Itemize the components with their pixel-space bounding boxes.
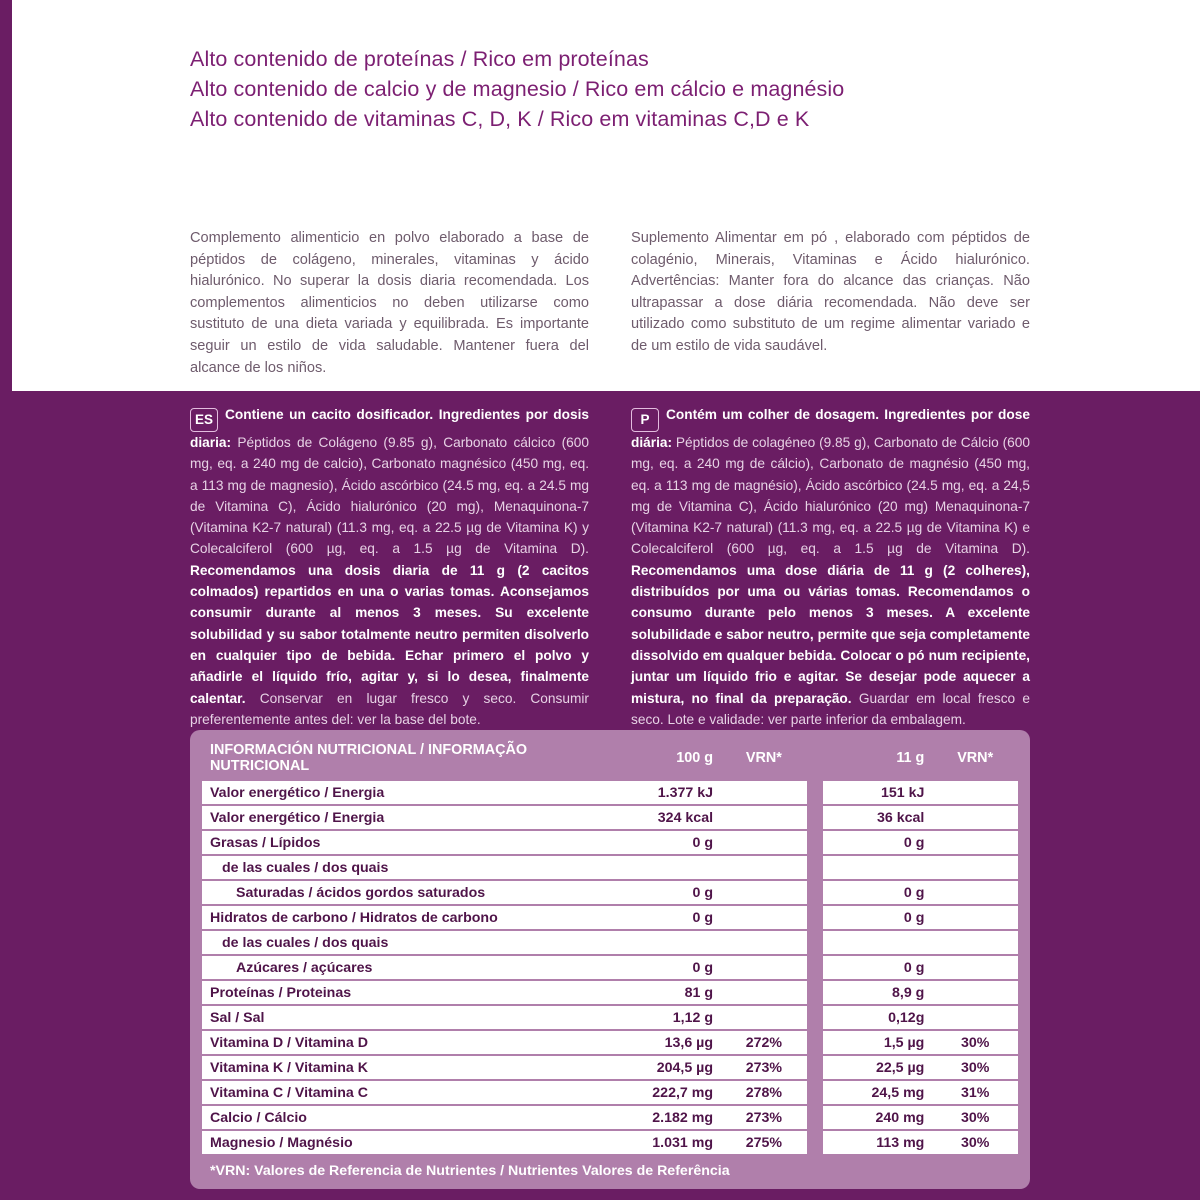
- value-100g: 0 g: [612, 831, 722, 854]
- value-11g: 0 g: [823, 881, 933, 904]
- row-label: de las cuales / dos quais: [202, 856, 612, 879]
- nutrition-footnote: *VRN: Valores de Referencia de Nutrientes / Nutrientes Valores de Referência: [210, 1163, 730, 1179]
- row-label: Vitamina C / Vitamina C: [202, 1081, 612, 1104]
- vrn-11g: [932, 806, 1018, 829]
- value-11g: 0 g: [823, 906, 933, 929]
- vrn-100g: 275%: [721, 1131, 807, 1154]
- value-11g: 0 g: [823, 956, 933, 979]
- claim-line-3: Alto contenido de vitaminas C, D, K / Rico em vitaminas C,D e K: [190, 107, 810, 131]
- value-11g: 24,5 mg: [823, 1081, 933, 1104]
- ingredients-es-dosage: Recomendamos una dosis diaria de 11 g (2 cacitos colmados) repartidos en una o varias tomas. Aconsejamos consumir durante al menos 3 meses. Su excelente solubilidad y su sabor totalmente neutro permiten disolverlo en cualquier tipo de bebida. Echar primero el polvo y añadirle el líquido frío, agitar y, si lo desea, finalmente calentar.: [190, 562, 589, 706]
- ingredients-pt-dosage: Recomendamos uma dose diária de 11 g (2 colheres), distribuídos por uma ou várias tomas. Recomendamos o consumo durante pelo menos 3 meses. A excelente solubilidade e sabor neutro, permite que seja completamente dissolvido em qualquer bebida. Colocar o pó num recipiente, juntar um líquido frio e agitar. Se desejar pode aquecer a mistura, no final da preparação.: [631, 562, 1030, 706]
- value-100g: 13,6 µg: [612, 1031, 722, 1054]
- cell-gap: [807, 781, 823, 804]
- value-100g: 0 g: [612, 881, 722, 904]
- row-label: Calcio / Cálcio: [202, 1106, 612, 1129]
- value-100g: [612, 856, 722, 879]
- ingredients-spanish: [190, 404, 589, 730]
- row-label: Grasas / Lípidos: [202, 831, 612, 854]
- vrn-100g: [721, 781, 807, 804]
- vrn-11g: 31%: [932, 1081, 1018, 1104]
- vrn-100g: [721, 1006, 807, 1029]
- table-row: [202, 1131, 1018, 1154]
- ingredients-es-lead: Contiene un cacito dosificador. Ingredientes por dosis diaria:: [190, 407, 589, 450]
- language-badge-pt: P: [631, 408, 659, 432]
- ingredients-pt-list: Péptidos de colagéneo (9.85 g), Carbonato de Cálcio (600 mg, eq. a 240 mg de cálcio), Carbonato de magnésio (450 mg, eq. a 113 mg de magnésio), Ácido ascórbico (24.5 mg, eq. a 24,5 mg de Vitamina C), Ácido hialurónico (20 mg) Menaquinona-7 (Vitamina K2-7 natural) (11.3 mg, eq. a 22.5 µg de Vitamina K) e Colecalciferol (600 µg, eq. a 1.5 µg de Vitamina D).: [631, 435, 1030, 557]
- value-11g: [823, 931, 933, 954]
- table-row: [202, 1081, 1018, 1104]
- value-11g: 1,5 µg: [823, 1031, 933, 1054]
- vrn-100g: [721, 931, 807, 954]
- vrn-11g: [932, 831, 1018, 854]
- cell-gap: [807, 806, 823, 829]
- table-row: [202, 956, 1018, 979]
- cell-gap: [807, 1056, 823, 1079]
- vrn-100g: 273%: [721, 1106, 807, 1129]
- column-header-100g: 100 g: [676, 750, 714, 766]
- value-11g: 22,5 µg: [823, 1056, 933, 1079]
- claim-line-2: Alto contenido de calcio y de magnesio / Rico em cálcio e magnésio: [190, 77, 845, 101]
- value-100g: [612, 931, 722, 954]
- value-100g: 1.377 kJ: [612, 781, 722, 804]
- column-header-vrn-100g: VRN*: [745, 750, 782, 766]
- vrn-100g: [721, 981, 807, 1004]
- vrn-11g: 30%: [932, 1106, 1018, 1129]
- row-label: Sal / Sal: [202, 1006, 612, 1029]
- vrn-11g: 30%: [932, 1031, 1018, 1054]
- row-label: Azúcares / açúcares: [202, 956, 612, 979]
- value-100g: 81 g: [612, 981, 722, 1004]
- column-header-11g: 11 g: [896, 750, 925, 766]
- vrn-100g: [721, 856, 807, 879]
- vrn-100g: [721, 831, 807, 854]
- value-11g: 240 mg: [823, 1106, 933, 1129]
- table-row: [202, 856, 1018, 879]
- description-spanish: Complemento alimenticio en polvo elaborado a base de péptidos de colágeno, minerales, vitaminas y ácido hialurónico. No superar la dosis diaria recomendada. Los complementos alimenticios no deben utilizarse como sustituto de una dieta variada y equilibrada. Es importante seguir un estilo de vida saludable. Mantener fuera del alcance de los niños.: [190, 230, 589, 376]
- table-row: [202, 806, 1018, 829]
- table-row: [202, 1006, 1018, 1029]
- product-claims: [190, 44, 1150, 134]
- ingredients-es-list: Péptidos de Colágeno (9.85 g), Carbonato cálcico (600 mg, eq. a 240 mg de calcio), Carbonato magnésico (450 mg, eq. a 113 mg de magnesio), Ácido ascórbico (24.5 mg, eq. a 24.5 mg de Vitamina C), Ácido hialurónico (20 mg), Menaquinona-7 (Vitamina K2-7 natural) (11.3 mg, eq. a 22.5 µg de Vitamina K) y Colecalciferol (600 µg, eq. a 1.5 µg de Vitamina D).: [190, 435, 589, 557]
- vrn-11g: 30%: [932, 1056, 1018, 1079]
- vrn-11g: [932, 1006, 1018, 1029]
- cell-gap: [807, 1006, 823, 1029]
- value-100g: 1,12 g: [612, 1006, 722, 1029]
- vrn-11g: [932, 781, 1018, 804]
- value-11g: 0 g: [823, 831, 933, 854]
- table-row: [202, 831, 1018, 854]
- value-100g: 324 kcal: [612, 806, 722, 829]
- row-label: Vitamina D / Vitamina D: [202, 1031, 612, 1054]
- ingredients-pt-storage: Guardar em local fresco e seco. Lote e validade: ver parte inferior da embalagem.: [631, 690, 1030, 727]
- row-label: Valor energético / Energia: [202, 806, 612, 829]
- ingredients-es-storage: Conservar en lugar fresco y seco. Consumir preferentemente antes del: ver la base del bote.: [190, 690, 589, 727]
- table-header-row: [202, 741, 1018, 779]
- table-row: [202, 1031, 1018, 1054]
- vrn-100g: 273%: [721, 1056, 807, 1079]
- value-100g: 2.182 mg: [612, 1106, 722, 1129]
- vrn-11g: [932, 881, 1018, 904]
- value-11g: 0,12g: [823, 1006, 933, 1029]
- vrn-100g: [721, 906, 807, 929]
- cell-gap: [807, 881, 823, 904]
- row-label: Vitamina K / Vitamina K: [202, 1056, 612, 1079]
- value-100g: 204,5 µg: [612, 1056, 722, 1079]
- vrn-100g: [721, 806, 807, 829]
- nutrition-title: INFORMACIÓN NUTRICIONAL / INFORMAÇÃO NUTRICIONAL: [210, 742, 528, 774]
- value-100g: 222,7 mg: [612, 1081, 722, 1104]
- column-header-vrn-11g: VRN*: [957, 750, 994, 766]
- ingredients-portuguese: [631, 404, 1030, 730]
- cell-gap: [807, 906, 823, 929]
- vrn-11g: [932, 956, 1018, 979]
- description-portuguese: Suplemento Alimentar em pó , elaborado com péptidos de colagénio, Minerais, Vitaminas e Ácido hialurónico. Advertências: Manter fora do alcance das crianças. Não ultrapassar a dose diária recomendada. Não deve ser utilizado como substituto de um regime alimentar variado e de um estilo de vida saudável.: [631, 230, 1030, 354]
- table-row: [202, 881, 1018, 904]
- vrn-100g: 278%: [721, 1081, 807, 1104]
- row-label: Proteínas / Proteinas: [202, 981, 612, 1004]
- row-label: Valor energético / Energia: [202, 781, 612, 804]
- vrn-100g: [721, 956, 807, 979]
- value-100g: 0 g: [612, 956, 722, 979]
- row-label: Magnesio / Magnésio: [202, 1131, 612, 1154]
- nutrition-table-container: [190, 730, 1030, 1189]
- value-100g: 0 g: [612, 906, 722, 929]
- cell-gap: [807, 856, 823, 879]
- table-row: [202, 931, 1018, 954]
- claim-line-1: Alto contenido de proteínas / Rico em proteínas: [190, 47, 649, 71]
- value-11g: 113 mg: [823, 1131, 933, 1154]
- description-section: [190, 228, 1030, 379]
- value-11g: 8,9 g: [823, 981, 933, 1004]
- row-label: de las cuales / dos quais: [202, 931, 612, 954]
- table-row: [202, 981, 1018, 1004]
- value-11g: 36 kcal: [823, 806, 933, 829]
- column-gap: [807, 741, 823, 779]
- ingredients-pt-lead: Contém um colher de dosagem. Ingredientes por dose diária:: [631, 407, 1030, 450]
- cell-gap: [807, 1106, 823, 1129]
- table-row: [202, 906, 1018, 929]
- row-label: Saturadas / ácidos gordos saturados: [202, 881, 612, 904]
- ingredients-section: [190, 404, 1030, 730]
- table-row: [202, 1056, 1018, 1079]
- value-11g: 151 kJ: [823, 781, 933, 804]
- cell-gap: [807, 981, 823, 1004]
- cell-gap: [807, 1131, 823, 1154]
- vrn-11g: [932, 906, 1018, 929]
- value-11g: [823, 856, 933, 879]
- cell-gap: [807, 831, 823, 854]
- nutrition-table: [202, 739, 1018, 1156]
- vrn-100g: [721, 881, 807, 904]
- language-badge-es: ES: [190, 408, 218, 432]
- vrn-11g: [932, 931, 1018, 954]
- value-100g: 1.031 mg: [612, 1131, 722, 1154]
- table-row: [202, 781, 1018, 804]
- cell-gap: [807, 1081, 823, 1104]
- vrn-11g: [932, 981, 1018, 1004]
- vrn-11g: [932, 856, 1018, 879]
- table-row: [202, 1106, 1018, 1129]
- nutrition-table-body: [202, 781, 1018, 1154]
- cell-gap: [807, 956, 823, 979]
- row-label: Hidratos de carbono / Hidratos de carbono: [202, 906, 612, 929]
- cell-gap: [807, 1031, 823, 1054]
- cell-gap: [807, 931, 823, 954]
- vrn-100g: 272%: [721, 1031, 807, 1054]
- vrn-11g: 30%: [932, 1131, 1018, 1154]
